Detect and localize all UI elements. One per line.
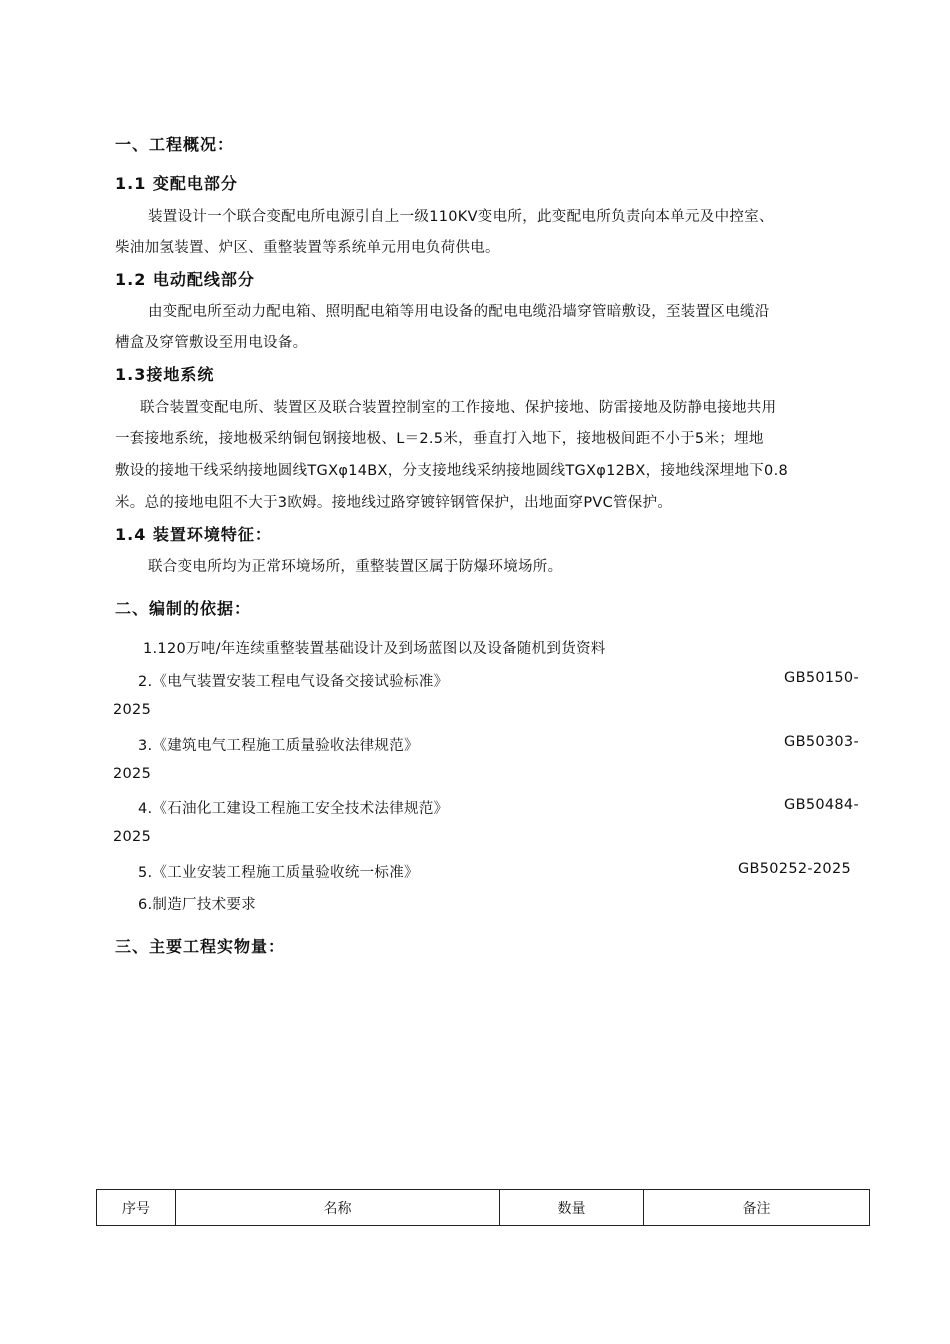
header-quantity: 数量 [500,1190,644,1226]
table-header-row [97,1190,870,1226]
subsection-1-1-title: 1.1 变配电部分 [115,174,238,193]
paragraph-1-3-line-2: 一套接地系统，接地极采纳铜包钢接地极、L＝2.5米，垂直打入地下，接地极间距不小于5米；埋地 [115,431,764,447]
paragraph-1-2-line-1: 由变配电所至动力配电箱、照明配电箱等用电设备的配电电缆沿墙穿管暗敷设，至装置区电缆沿 [148,304,770,320]
basis-item-2-code: GB50150- [784,670,859,686]
subsection-1-2-title: 1.2 电动配线部分 [115,270,255,289]
subsection-1-4-title: 1.4 装置环境特征： [115,525,272,544]
paragraph-1-1-line-2: 柴油加氢装置、炉区、重整装置等系统单元用电负荷供电。 [115,240,500,256]
section-2-title: 二、编制的依据： [115,599,252,618]
materials-table [96,1189,870,1226]
basis-item-1: 1.120万吨/年连续重整装置基础设计及到场蓝图以及设备随机到货资料 [143,641,606,657]
paragraph-1-3-line-1: 联合装置变配电所、装置区及联合装置控制室的工作接地、保护接地、防雷接地及防静电接地共用 [140,400,777,416]
paragraph-1-3-line-3: 敷设的接地干线采纳接地圆线TGXφ14BX，分支接地线采纳接地圆线TGXφ12BX，接地线深埋地下0.8 [115,463,789,479]
basis-item-2-code-cont: 2025 [113,702,152,718]
paragraph-1-4-line-1: 联合变电所均为正常环境场所，重整装置区属于防爆环境场所。 [148,559,563,575]
paragraph-1-1-line-1: 装置设计一个联合变配电所电源引自上一级110KV变电所，此变配电所负责向本单元及中控室、 [148,209,774,225]
basis-item-4-code: GB50484- [784,797,859,813]
basis-item-2: 2.《电气装置安装工程电气设备交接试验标准》 [138,674,449,690]
basis-item-6: 6.制造厂技术要求 [138,897,257,913]
section-3-title: 三、主要工程实物量： [115,937,286,956]
section-1-title: 一、工程概况： [115,135,235,154]
basis-item-3-code-cont: 2025 [113,766,152,782]
paragraph-1-3-line-4: 米。总的接地电阻不大于3欧姆。接地线过路穿镀锌钢管保护，出地面穿PVC管保护。 [115,495,673,511]
basis-item-5: 5.《工业安装工程施工质量验收统一标准》 [138,865,419,881]
basis-item-4-code-cont: 2025 [113,829,152,845]
header-remarks: 备注 [644,1190,870,1226]
header-name: 名称 [176,1190,500,1226]
paragraph-1-2-line-2: 槽盒及穿管敷设至用电设备。 [115,335,308,351]
subsection-1-3-title: 1.3接地系统 [115,365,215,384]
basis-item-3: 3.《建筑电气工程施工质量验收法律规范》 [138,738,419,754]
basis-item-5-code: GB50252-2025 [737,861,851,877]
basis-item-4: 4.《石油化工建设工程施工安全技术法律规范》 [138,801,449,817]
basis-item-3-code: GB50303- [784,734,859,750]
header-serial-number: 序号 [97,1190,176,1226]
